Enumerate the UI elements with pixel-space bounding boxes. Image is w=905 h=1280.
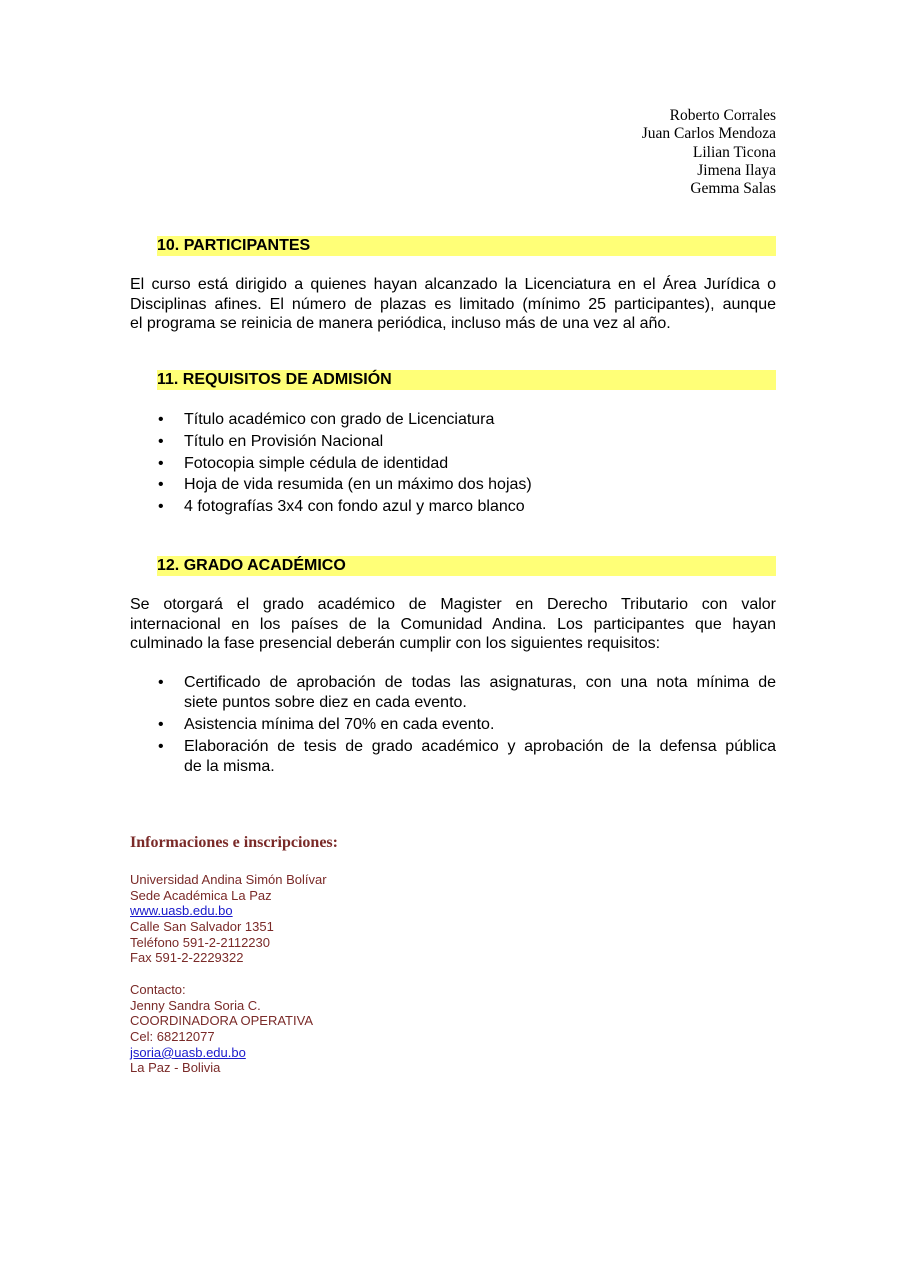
- section-heading-grado: 12. GRADO ACADÉMICO: [157, 556, 776, 576]
- list-item: [130, 737, 776, 777]
- bullet-icon: •: [158, 476, 164, 494]
- list-item-text: Título académico con grado de Licenciatura: [184, 411, 495, 428]
- grado-requirements-list: [130, 673, 776, 779]
- paragraph-line: internacional en los países de la Comunidad Andina. Los participantes que hayan: [130, 615, 776, 633]
- list-item-text: siete puntos sobre diez en cada evento.: [184, 694, 467, 711]
- list-item: [130, 715, 776, 735]
- contact-label: Contacto:: [130, 982, 186, 997]
- contact-city: La Paz - Bolivia: [130, 1060, 221, 1076]
- bullet-icon: •: [158, 738, 164, 755]
- requisitos-list: [130, 409, 776, 518]
- list-item-text: Asistencia mínima del 70% en cada evento.: [184, 716, 495, 733]
- author-name: Lilian Ticona: [692, 143, 776, 161]
- contact-cell: Cel: 68212077: [130, 1029, 215, 1045]
- address-text: Calle San Salvador 1351: [130, 919, 274, 935]
- grado-paragraph: [130, 595, 776, 654]
- paragraph-line: Disciplinas afines. El número de plazas es limitado (mínimo 25 participantes), aunque: [130, 295, 776, 313]
- list-item: [130, 453, 776, 475]
- bullet-icon: •: [158, 674, 164, 691]
- bullet-icon: •: [158, 716, 164, 733]
- contact-block: [130, 982, 530, 1076]
- list-item: [130, 474, 776, 496]
- phone-text: Teléfono 591-2-2112230: [130, 934, 270, 950]
- section-heading-requisitos: 11. REQUISITOS DE ADMISIÓN: [157, 370, 776, 390]
- contact-title: Informaciones e inscripciones:: [130, 834, 338, 851]
- paragraph-line: culminado la fase presencial deberán cumplir con los siguientes requisitos:: [130, 635, 661, 652]
- institution-name: Universidad Andina Simón Bolívar: [130, 872, 327, 887]
- list-item: [130, 409, 776, 431]
- list-item: [130, 496, 776, 518]
- bullet-icon: •: [158, 498, 164, 516]
- paragraph-line: el programa se reinicia de manera periódica, incluso más de una vez al año.: [130, 315, 671, 332]
- list-item-text: Certificado de aprobación de todas las asignaturas, con una nota mínima de: [184, 674, 776, 691]
- section-heading-participantes: 10. PARTICIPANTES: [157, 236, 776, 256]
- participantes-paragraph: [130, 275, 776, 334]
- paragraph-line: El curso está dirigido a quienes hayan alcanzado la Licenciatura en el Área Jurídica o: [130, 276, 776, 293]
- fax-text: Fax 591-2-2229322: [130, 950, 244, 966]
- list-item: [130, 673, 776, 713]
- contact-person: Jenny Sandra Soria C.: [130, 997, 261, 1013]
- bullet-icon: •: [158, 432, 164, 450]
- authors-block: [500, 107, 776, 198]
- paragraph-line: Se otorgará el grado académico de Magister en Derecho Tributario con valor: [130, 596, 776, 613]
- list-item-text: de la misma.: [184, 758, 275, 775]
- campus-name: Sede Académica La Paz: [130, 887, 272, 903]
- list-item-text: Hoja de vida resumida (en un máximo dos hojas): [184, 476, 532, 494]
- author-name: Jimena Ilaya: [697, 161, 776, 179]
- bullet-icon: •: [158, 454, 164, 472]
- list-item: [130, 431, 776, 453]
- author-name: Juan Carlos Mendoza: [641, 125, 776, 143]
- bullet-icon: •: [158, 411, 164, 428]
- contact-role: COORDINADORA OPERATIVA: [130, 1013, 313, 1029]
- list-item-text: Elaboración de tesis de grado académico y aprobación de la defensa pública: [184, 738, 776, 755]
- website-link[interactable]: www.uasb.edu.bo: [130, 903, 233, 919]
- list-item-text: Fotocopia simple cédula de identidad: [184, 454, 449, 472]
- list-item-text: Título en Provisión Nacional: [184, 432, 384, 450]
- author-name: Roberto Corrales: [669, 107, 776, 124]
- list-item-text: 4 fotografías 3x4 con fondo azul y marco blanco: [184, 498, 525, 516]
- author-name: Gemma Salas: [690, 180, 776, 198]
- institution-block: [130, 872, 530, 966]
- email-link[interactable]: jsoria@uasb.edu.bo: [130, 1044, 246, 1060]
